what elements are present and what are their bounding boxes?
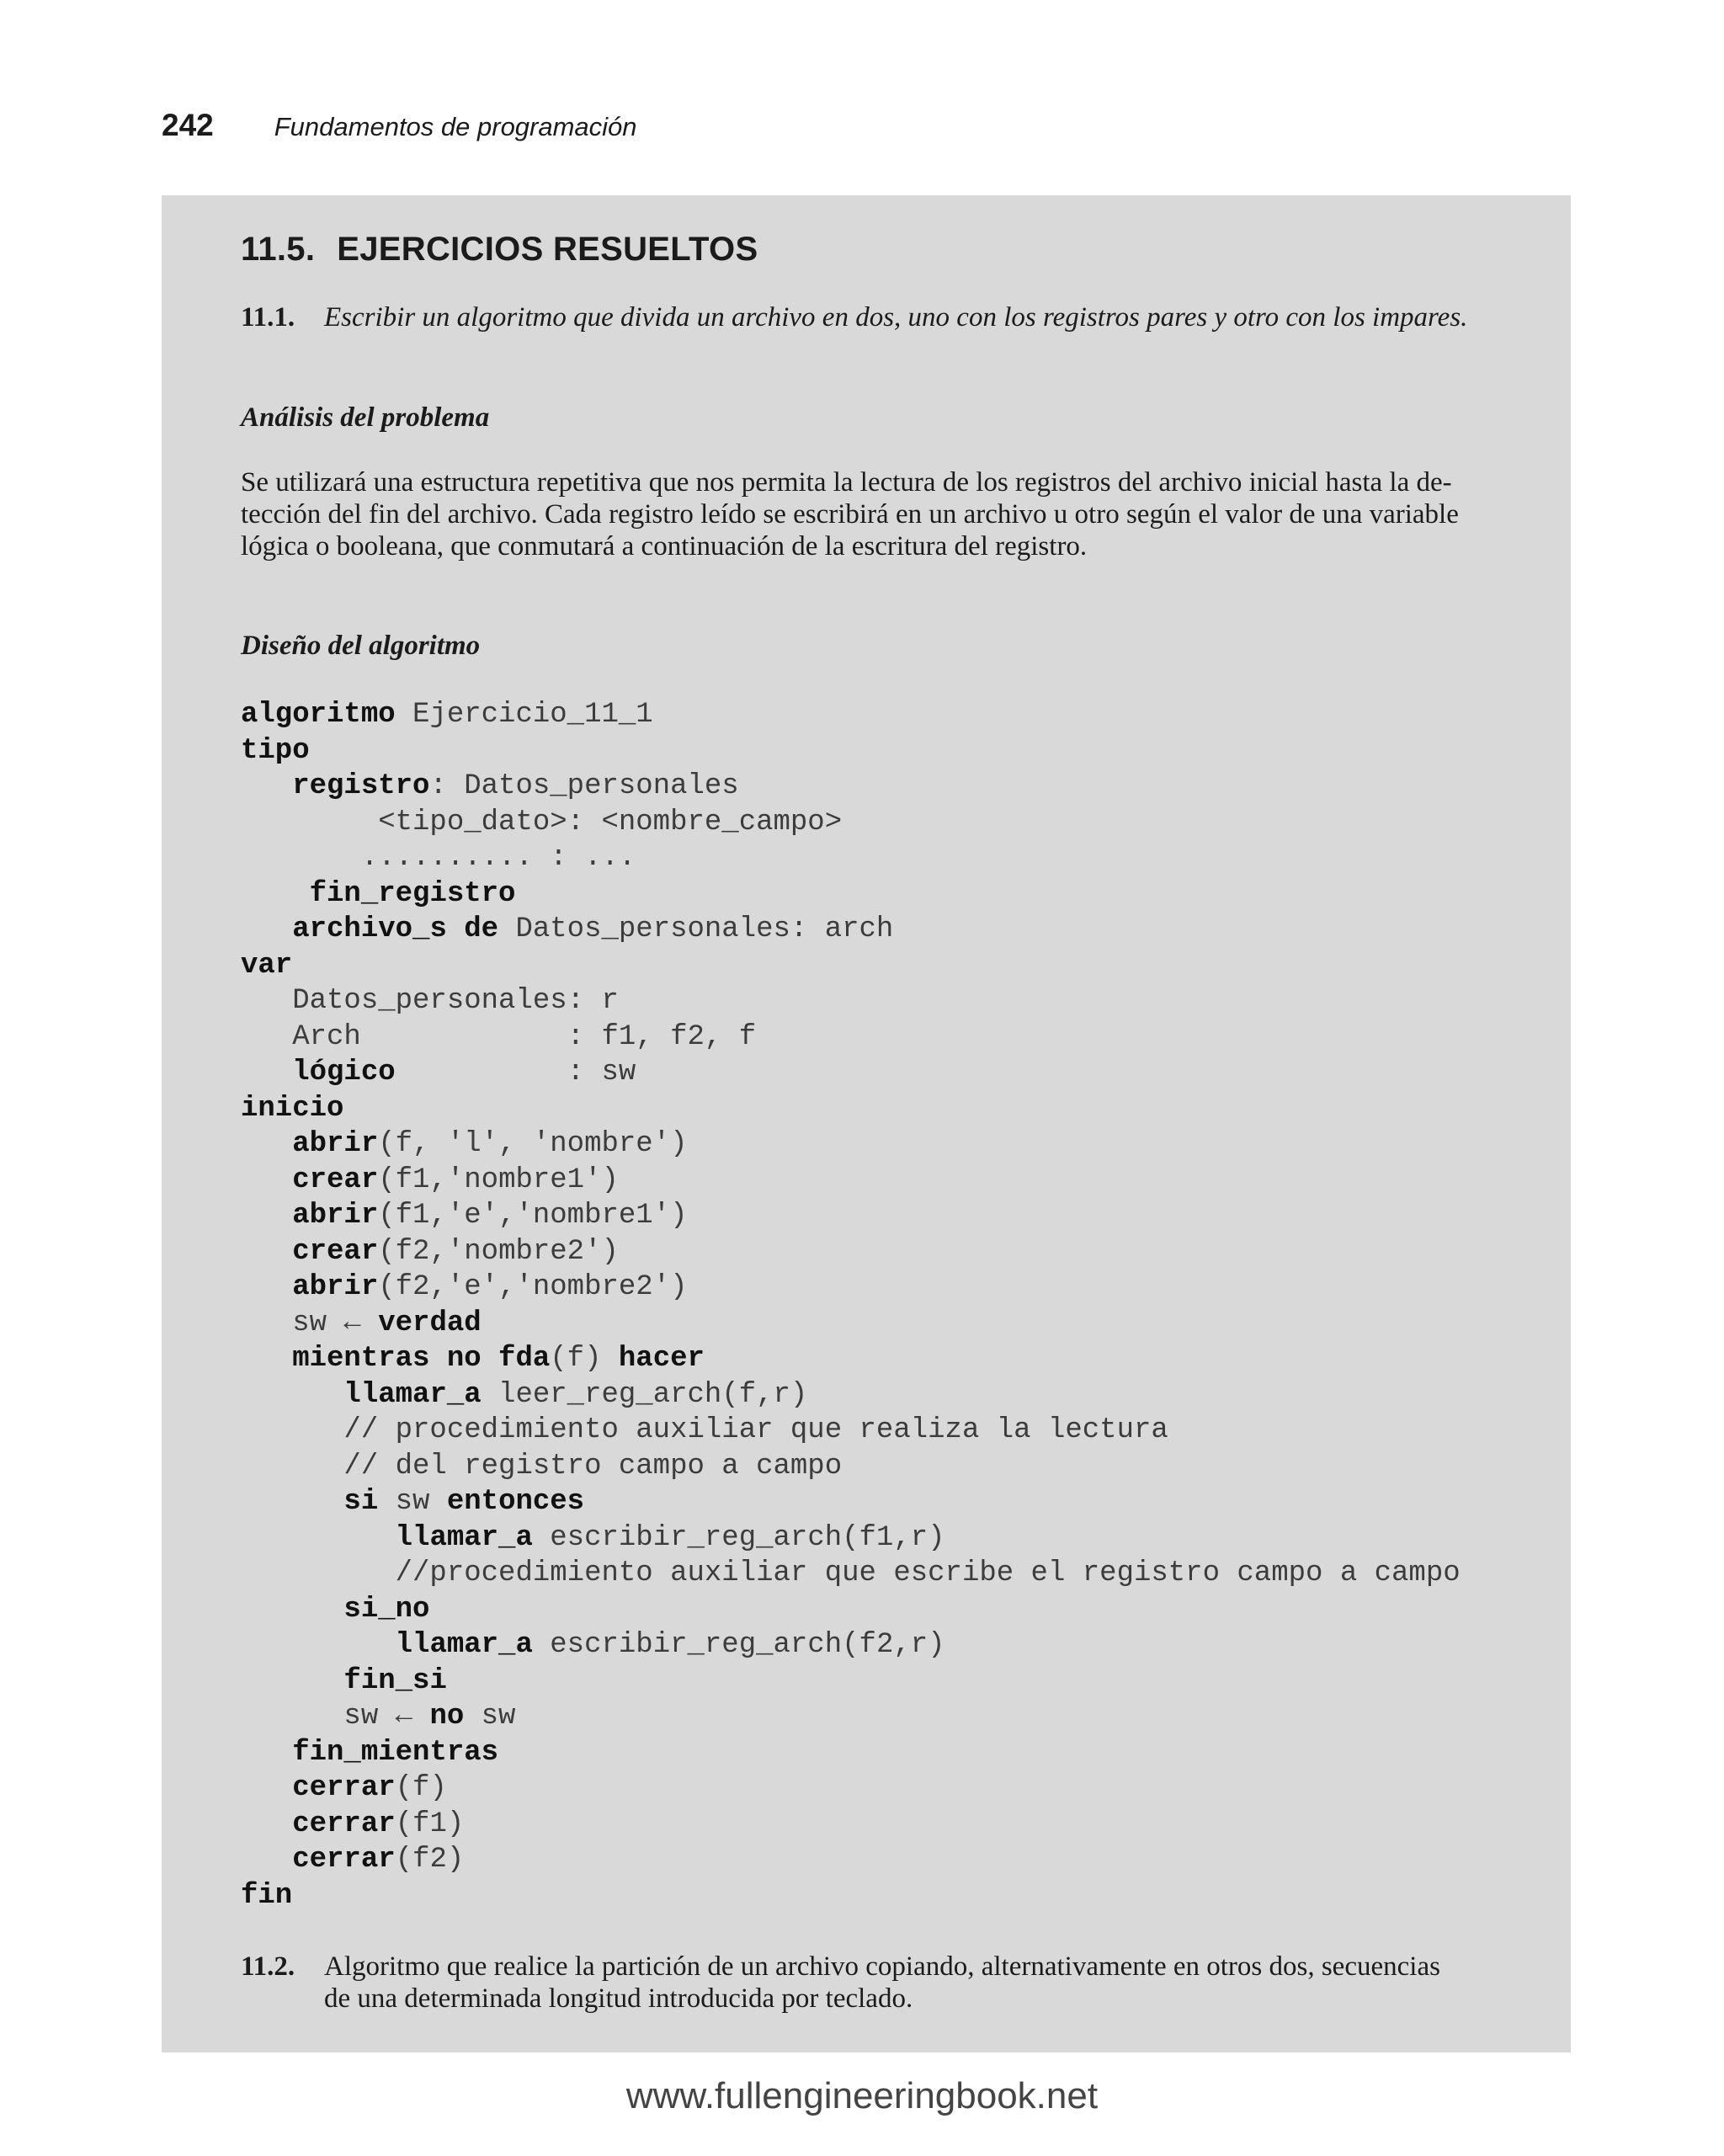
- code-line: [241, 1664, 1525, 1700]
- code-keyword: registro: [292, 770, 430, 802]
- code-line: [241, 1413, 1525, 1449]
- code-text: [241, 1844, 292, 1876]
- code-text: <tipo_dato>: <nombre_campo>: [241, 806, 843, 838]
- code-text: sw ←: [241, 1701, 430, 1733]
- code-line: [241, 876, 1525, 913]
- code-text: .......... : ...: [241, 842, 636, 874]
- exercise-11-2: [241, 1951, 1525, 2015]
- code-text: (f1): [395, 1807, 465, 1840]
- code-text: [241, 1271, 292, 1303]
- code-text: [241, 1057, 292, 1089]
- code-keyword: mientras no fda: [292, 1343, 551, 1375]
- code-keyword: llamar_a: [343, 1378, 482, 1411]
- code-line: [241, 1878, 1525, 1914]
- code-line: [241, 769, 1525, 805]
- section-number: 11.5.: [241, 231, 316, 268]
- code-line: [241, 1520, 1525, 1557]
- code-line: [241, 1770, 1525, 1807]
- code-text: (f1,'e','nombre1'): [378, 1200, 688, 1232]
- code-text: Datos_personales: arch: [498, 913, 894, 945]
- code-line: [241, 1556, 1525, 1592]
- analysis-paragraph: [241, 466, 1525, 562]
- analysis-heading: Análisis del problema: [241, 402, 490, 433]
- code-text: [241, 1128, 292, 1160]
- code-keyword: abrir: [292, 1200, 379, 1232]
- code-text: : sw: [395, 1057, 636, 1089]
- code-text: Arch : f1, f2, f: [241, 1020, 757, 1053]
- code-line: [241, 840, 1525, 876]
- code-line: [241, 1234, 1525, 1270]
- code-text: [241, 1737, 292, 1769]
- code-line: [241, 1126, 1525, 1163]
- code-line: [241, 1627, 1525, 1664]
- code-line: [241, 1484, 1525, 1520]
- code-keyword: no: [429, 1701, 465, 1733]
- code-keyword: archivo_s de: [292, 913, 499, 945]
- code-line: [241, 1270, 1525, 1306]
- exercise-statement: Escribir un algoritmo que divida un archivo en dos, uno con los registros pares y otro con los impares.: [324, 302, 1468, 333]
- exercise-statement: [324, 1951, 1525, 2015]
- code-text: [241, 1200, 292, 1232]
- code-line: [241, 1198, 1525, 1234]
- code-line: [241, 1019, 1525, 1056]
- code-keyword: fin_mientras: [292, 1736, 499, 1769]
- code-keyword: inicio: [241, 1092, 344, 1125]
- code-text: // procedimiento auxiliar que realiza la lectura: [241, 1414, 1168, 1446]
- code-text: (f2,'e','nombre2'): [378, 1271, 688, 1303]
- code-keyword: cerrar: [292, 1772, 396, 1804]
- code-line: [241, 1055, 1525, 1091]
- code-line: [241, 1735, 1525, 1771]
- code-line: [241, 948, 1525, 984]
- code-keyword: crear: [292, 1163, 379, 1196]
- code-text: escribir_reg_arch(f1,r): [532, 1521, 945, 1554]
- code-text: [241, 878, 310, 910]
- exercise-statement-line: Algoritmo que realice la partición de un archivo copiando, alternativamente en otros dos, secuencias: [324, 1951, 1440, 1982]
- code-line: [241, 1807, 1525, 1843]
- analysis-line: Se utilizará una estructura repetitiva que nos permita la lectura de los registros del archivo inicial hasta la de-: [241, 467, 1452, 498]
- code-keyword: abrir: [292, 1271, 379, 1303]
- code-line: [241, 1699, 1525, 1735]
- code-text: [241, 1808, 292, 1840]
- code-keyword: crear: [292, 1235, 379, 1268]
- page-number: 242: [162, 108, 214, 142]
- code-text: //procedimiento auxiliar que escribe el registro campo a campo: [241, 1557, 1461, 1589]
- code-keyword: verdad: [378, 1307, 482, 1339]
- code-keyword: si_no: [343, 1593, 430, 1626]
- code-line: [241, 983, 1525, 1019]
- code-keyword: llamar_a: [395, 1521, 533, 1554]
- code-text: leer_reg_arch(f,r): [481, 1378, 808, 1411]
- code-line: [241, 912, 1525, 948]
- exercise-11-1: [241, 301, 1525, 333]
- code-text: // del registro campo a campo: [241, 1450, 843, 1483]
- code-text: [241, 1379, 343, 1411]
- code-keyword: llamar_a: [395, 1629, 533, 1661]
- code-keyword: fin_registro: [309, 877, 516, 910]
- code-keyword: algoritmo: [241, 699, 396, 731]
- code-text: [241, 1665, 343, 1697]
- code-line: [241, 697, 1525, 733]
- code-line: [241, 1341, 1525, 1377]
- code-keyword: abrir: [292, 1128, 379, 1160]
- code-text: sw: [464, 1701, 516, 1733]
- code-keyword: cerrar: [292, 1807, 396, 1840]
- code-keyword: cerrar: [292, 1844, 396, 1876]
- code-text: (f): [550, 1343, 619, 1375]
- code-text: [241, 1522, 396, 1554]
- section-title: [241, 231, 758, 269]
- code-text: [241, 1343, 292, 1375]
- page-header: [162, 108, 637, 150]
- running-title: Fundamentos de programación: [274, 112, 637, 141]
- exercise-number: 11.2.: [241, 1951, 295, 1982]
- code-line: [241, 1842, 1525, 1878]
- code-text: (f1,'nombre1'): [378, 1163, 619, 1196]
- code-line: [241, 1592, 1525, 1628]
- code-keyword: fin_si: [343, 1664, 447, 1697]
- code-text: Datos_personales: r: [241, 985, 619, 1017]
- code-text: [241, 913, 292, 945]
- exercises-panel: [162, 195, 1571, 2052]
- code-text: (f2,'nombre2'): [378, 1235, 619, 1268]
- code-line: [241, 1449, 1525, 1485]
- code-keyword: fin: [241, 1879, 293, 1912]
- code-text: (f, 'l', 'nombre'): [378, 1128, 688, 1160]
- code-text: [241, 1629, 396, 1661]
- code-text: [241, 1236, 292, 1268]
- code-line: [241, 1306, 1525, 1342]
- code-line: [241, 1091, 1525, 1127]
- code-text: escribir_reg_arch(f2,r): [532, 1629, 945, 1661]
- code-keyword: hacer: [618, 1343, 705, 1375]
- code-keyword: tipo: [241, 734, 310, 767]
- watermark-url: www.fullengineeringbook.net: [625, 2075, 1099, 2116]
- code-keyword: entonces: [446, 1486, 585, 1518]
- code-text: sw: [378, 1486, 447, 1518]
- exercise-statement-line: de una determinada longitud introducida por teclado.: [324, 1983, 913, 2014]
- code-line: [241, 805, 1525, 841]
- section-title-text: EJERCICIOS RESUELTOS: [337, 231, 758, 268]
- code-text: [241, 1486, 343, 1518]
- code-keyword: si: [343, 1486, 379, 1518]
- code-text: [241, 1164, 292, 1196]
- code-text: sw ←: [241, 1307, 379, 1339]
- code-line: [241, 1377, 1525, 1413]
- code-keyword: var: [241, 949, 293, 982]
- code-line: [241, 733, 1525, 769]
- code-text: (f): [395, 1772, 447, 1804]
- design-heading: Diseño del algoritmo: [241, 631, 481, 661]
- code-text: [241, 1772, 292, 1804]
- code-text: : Datos_personales: [429, 770, 739, 802]
- code-text: Ejercicio_11_1: [395, 699, 653, 731]
- code-keyword: lógico: [292, 1057, 396, 1089]
- algorithm-code: [241, 697, 1525, 1914]
- exercise-number: 11.1.: [241, 302, 295, 333]
- analysis-line: tección del fin del archivo. Cada registro leído se escribirá en un archivo u otro según el valor de una variable: [241, 499, 1459, 530]
- code-text: [241, 1594, 343, 1626]
- analysis-line: lógica o booleana, que conmutará a continuación de la escritura del registro.: [241, 531, 1088, 562]
- code-text: [241, 770, 292, 802]
- code-line: [241, 1163, 1525, 1199]
- code-text: (f2): [395, 1844, 465, 1876]
